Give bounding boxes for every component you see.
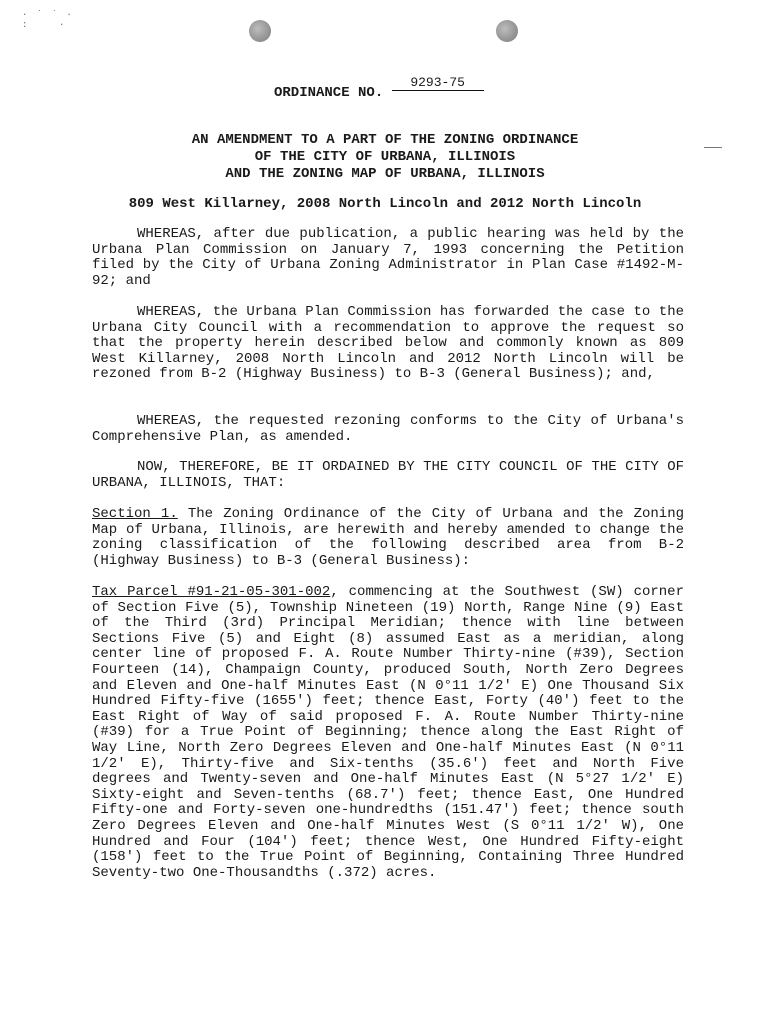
- punch-hole-right: [496, 20, 518, 42]
- tax-parcel-label: Tax Parcel #91-21-05-301-002: [92, 584, 331, 600]
- ordinance-label: ORDINANCE NO.: [274, 85, 384, 101]
- whereas-3-text: WHEREAS, the requested rezoning conforms to the City of Urbana's Comprehensive Plan, as amended.: [92, 413, 684, 445]
- paragraph-whereas-1: [92, 227, 684, 289]
- paragraph-section-1: [92, 507, 684, 569]
- paragraph-now-therefore: [92, 460, 684, 491]
- title-line-1: AN AMENDMENT TO A PART OF THE ZONING ORDINANCE: [191, 132, 579, 148]
- paragraph-whereas-2: [92, 305, 684, 383]
- section-1-paragraph: [92, 507, 684, 569]
- ordinance-number-line: [274, 75, 484, 101]
- section-1-text: The Zoning Ordinance of the City of Urbana and the Zoning Map of Urbana, Illinois, are herewith and hereby amended to change the zoning classification of the following described area from B-2 (Highway Business) to B-3 (General Business):: [92, 506, 685, 569]
- section-1-label: Section 1.: [92, 506, 178, 522]
- ordinance-number: 9293-75: [392, 75, 484, 91]
- scan-specks: · ˙ ˙ · : ·: [22, 10, 74, 30]
- paragraph-tax-parcel: [92, 585, 684, 881]
- title-line-2: OF THE CITY OF URBANA, ILLINOIS: [254, 149, 516, 165]
- now-therefore-text: NOW, THEREFORE, BE IT ORDAINED BY THE CITY COUNCIL OF THE CITY OF URBANA, ILLINOIS, THAT:: [92, 459, 684, 491]
- paragraph-whereas-3: [92, 414, 684, 445]
- tax-parcel-text: , commencing at the Southwest (SW) corner of Section Five (5), Township Nineteen (19) North, Range Nine (9) East of the Third (3rd) Principal Meridian; thence with line between Sections Five (5) and Eight (8) assumed East as a meridian, along center line of proposed F. A. Route Number Thirty-nine (#39), Section Fourteen (14), Champaign County, produced South, North Zero Degrees and Eleven and One-half Minutes East (N 0°11 1/2' E) One Thousand Six Hundred Fifty-five (1655') feet; thence East, Forty (40') feet to the East Right of Way of said proposed F. A. Route Number Thirty-nine (#39) for a True Point of Beginning; thence along the East Right of Way Line, North Zero Degrees Eleven and One-half Minutes East (N 0°11 1/2' E), Thirty-five and Six-tenths (35.6') feet and North Five degrees and Twenty-seven and One-half Minutes East (N 5°27 1/2' E) Sixty-eight and Seven-tenths (68.7') feet; thence East, One Hundred Fifty-one and Forty-seven one-hundredths (151.47') feet; thence south Zero Degrees Eleven and One-half Minutes West (S 0°11 1/2' W), One Hundred and Four (104') feet; thence West, One Hundred Fifty-eight (158') feet to the True Point of Beginning, Containing Three Hundred Seventy-two One-Thousandths (.372) acres.: [92, 584, 684, 881]
- whereas-1-text: WHEREAS, after due publication, a public hearing was held by the Urbana Plan Commission on January 7, 1993 concerning the Petition filed by the City of Urbana Zoning Administrator in Plan Case #1492-M-92; and: [92, 226, 684, 289]
- title-line-3: AND THE ZONING MAP OF URBANA, ILLINOIS: [225, 166, 545, 182]
- punch-hole-left: [249, 20, 271, 42]
- property-addresses: 809 West Killarney, 2008 North Lincoln and 2012 North Lincoln: [128, 196, 642, 212]
- whereas-2-text: WHEREAS, the Urbana Plan Commission has forwarded the case to the Urbana City Council with a recommendation to approve the request so that the property herein described below and commonly known as 809 West Killarney, 2008 North Lincoln and 2012 North Lincoln will be rezoned from B-2 (Highway Business) to B-3 (General Business); and,: [92, 304, 684, 383]
- document-title: [0, 132, 770, 183]
- tax-parcel-paragraph: [92, 585, 684, 881]
